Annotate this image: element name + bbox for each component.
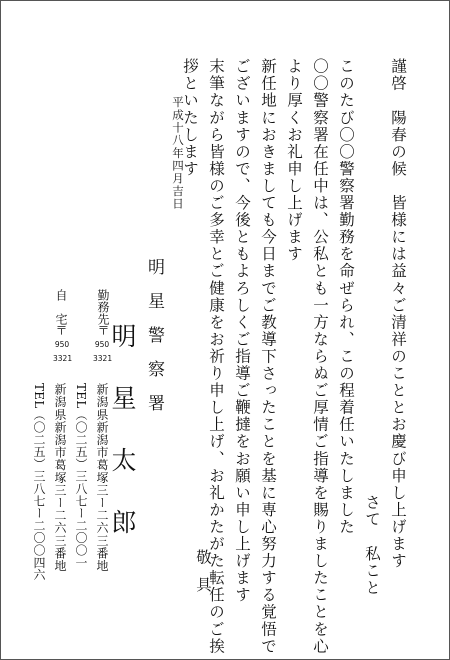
home-phone: TEL（〇二五）三八七ー二〇〇四六: [32, 383, 46, 581]
work-phone: TEL（〇二五）三八七ー二〇〇一: [74, 383, 88, 569]
letter-line: 〇〇警察署在任中は、公私とも一方ならぬご厚情ご指導を賜りましたことを心: [311, 58, 329, 655]
letter-line: このたび〇〇警察署勤務を命ぜられ、この程着任いたしました: [337, 58, 355, 536]
home-zip-1: 950: [54, 340, 70, 349]
home-zip-mark: 〒: [54, 324, 68, 336]
letter-line: 拶といたします: [181, 58, 199, 178]
work-address: 新潟県新潟市葛塚三ー二六三番地: [95, 383, 109, 572]
letter-date: 平成十八年四月吉日: [171, 96, 185, 211]
home-address: 新潟県新潟市葛塚三ー二六三番地: [53, 383, 67, 572]
letter-line: より厚くお礼申し上げます: [285, 58, 303, 263]
work-zip-1: 950: [94, 340, 110, 349]
letter-line: 新任地におきましても今日までご教導下さったことを基に専心努力する覚悟で: [259, 58, 277, 655]
greeting-line: 謹啓 陽春の候 皆様には益々ご清祥のこととお慶び申し上げます: [389, 58, 407, 570]
work-zip-mark: 〒: [96, 324, 110, 336]
sender-organization: 明星警察署: [144, 258, 164, 428]
home-zip-2: 3321: [53, 354, 73, 363]
letter-line: ございますので、今後ともよろしくご指導ご鞭撻をお願い申し上げます: [233, 58, 251, 604]
letter-line: さて 私こと: [363, 494, 381, 597]
work-label: 勤務先: [96, 289, 110, 325]
letter-line: 末筆ながら皆様のご多幸とご健康をお祈り申し上げ、お礼かたがた転任のご挨: [207, 58, 225, 655]
closing-keigu: 敬具: [194, 549, 212, 604]
work-zip-2: 3321: [93, 354, 113, 363]
sender-name: 明星太郎: [108, 323, 137, 571]
home-label: 自 宅: [54, 289, 68, 325]
